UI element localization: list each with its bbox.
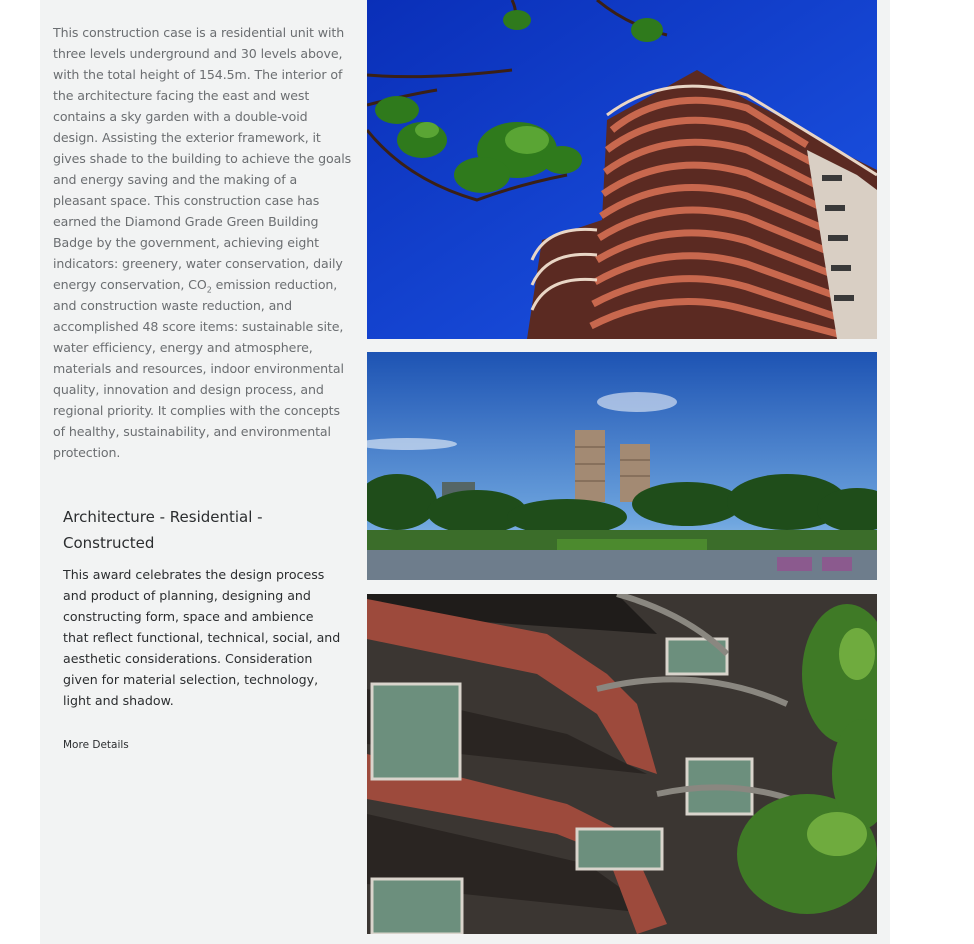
- balcony-closeup-image: [367, 594, 877, 934]
- tower-facade-image: [367, 0, 877, 339]
- photo-balcony-closeup[interactable]: [367, 594, 877, 934]
- description-subscript: 2: [206, 285, 212, 295]
- category-title: Architecture - Residential - Constructed: [63, 508, 263, 552]
- photo-park-towers[interactable]: [367, 352, 877, 580]
- photo-tower-facade[interactable]: [367, 0, 877, 339]
- park-towers-image: [367, 352, 877, 580]
- description-text-part2: emission reduction, and construction waste reduction, and accomplished 48 score items: sustainable site, water efficiency, energy and atmosphere, materials and resources, indoor environmental quality, innovation and design process, and regional priority. It complies with the concepts of healthy, sustainability, and environmental protection.: [53, 277, 344, 460]
- more-details-link[interactable]: More Details: [63, 739, 129, 751]
- project-description: [53, 22, 353, 463]
- description-text-part1: This construction case is a residential unit with three levels underground and 30 levels above, with the total height of 154.5m. The interior of the architecture facing the east and west contains a sky garden with a double-void design. Assisting the exterior framework, it gives shade to the building to achieve the goals and energy saving and the making of a pleasant space. This construction case has earned the Diamond Grade Green Building Badge by the government, achieving eight indicators: greenery, water conservation, daily energy conservation, CO: [53, 25, 352, 292]
- category-description: This award celebrates the design process and product of planning, designing and constructing form, space and ambience that reflect functional, technical, social, and aesthetic considerations. Consideration given for material selection, technology, light and shadow.: [63, 567, 341, 708]
